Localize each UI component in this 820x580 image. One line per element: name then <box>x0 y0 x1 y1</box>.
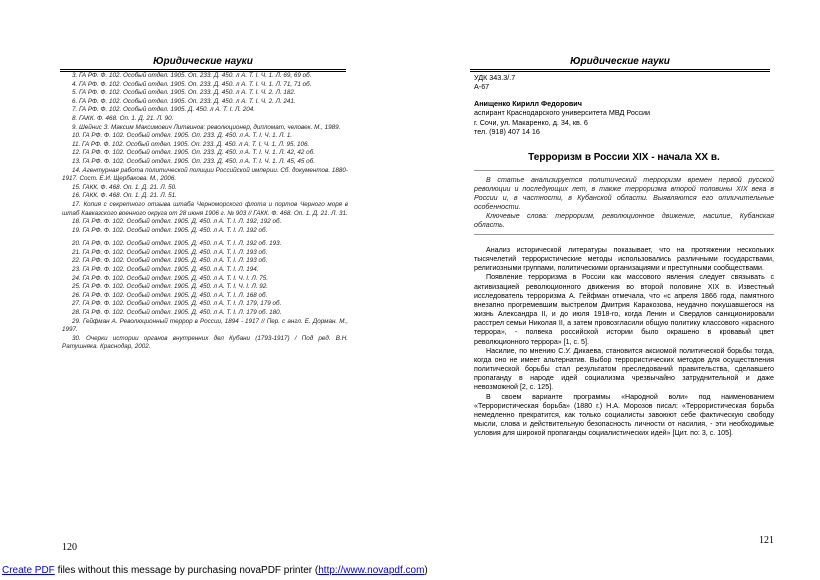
abstract-text: В статье анализируется политический терроризм времен первой русской революции и последующих лет, в также терроризма второй половины XIX века в России и, в частности, в Кубанской области. Выявляются его отличительные особенности. <box>474 176 774 211</box>
endnote-item: 8. ГАКК. Ф. 468. Оп. 1. Д. 21. Л. 90. <box>72 114 174 122</box>
pdf-footer-banner <box>0 562 820 580</box>
endnote-item: 3. ГА РФ. Ф. 102. Особый отдел. 1905. Оп. 233. Д. 450. л А. Т. I. Ч. 1. Л. 69, 69 об. <box>72 72 312 79</box>
endnote-item: 23. ГА РФ. Ф. 102. Особый отдел. 1905. Д. 450. л А. Т. I. Л. 194. <box>72 266 259 274</box>
create-pdf-link[interactable]: Create PDF <box>2 565 55 576</box>
endnote-item: 10. ГА РФ. Ф. 102. Особый отдел. 1905. Оп. 233. Д. 450. л А. Т. I. Ч. 1. Л. 1. <box>72 132 293 140</box>
endnote-item: 9. Шейнис З. Максим Максимович Литвинов: революционер, дипломат, человек. М., 1989. <box>72 123 341 131</box>
body-paragraph: Появление терроризма в России как массового явления следует связывать с активизацией революционного движения во второй половине XIX в. Известный исследователь терроризма А. Гейфман отмечала, что «с апреля 1866 года, памятного внезапно прогремевшим выстрелом Дмитрия Каракозова, неудачно покушавшегося на жизнь Александра II, и до июля 1918-го, когда Ленин и Свердлов санкционировали расстрел семьи Николая II, а затем провозгласили общую политику классового «красного террора», - полвека российской истории было окрашено в кровавый цвет революционного террора» [1, с. 5]. <box>474 273 774 346</box>
author-phone: тел. (918) 407 14 16 <box>474 126 540 136</box>
endnote-item: 24. ГА РФ. Ф. 102. Особый отдел. 1905. Д. 450. л А. Т. I. Ч. I. Л. 75. <box>72 274 269 282</box>
endnote-item: 4. ГА РФ. Ф. 102. Особый отдел. 1905. Оп. 233. Д. 450. л А. Т. I. Ч. 1. Л. 71, 71 об. <box>72 80 312 88</box>
author-name: Анищенко Кирилл Федорович <box>474 99 582 108</box>
endnote-item: 17. Копия с секретного отзыва штаба Черноморского флота и портов Черного моря в штаб Кавказского военного округа от 28 июня 1906 г. № 903 // ГАКК. Ф. 468. Оп. 1. Д. 21. Л. 31. <box>62 200 348 217</box>
keywords-text: Ключевые слова: терроризм, революционное движение, насилие, Кубанская область. <box>474 212 774 229</box>
footer-close-paren: ) <box>424 565 428 576</box>
endnote-item: 30. Очерки истории органов внутренних дел Кубани (1793-1917) / Под ред. В.Н. Ратушняка. Краснодар, 2002. <box>62 334 348 351</box>
endnote-item: 26. ГА РФ. Ф. 102. Особый отдел. 1905. Д. 450. л А. Т. I. Л. 168 об. <box>72 291 268 299</box>
header-double-rule <box>470 71 770 72</box>
endnote-item: 11. ГА РФ. Ф. 102. Особый отдел. 1905. Оп. 233. Д. 450. л А. Т. I. Ч. 1. Л. 95, 106. <box>72 140 310 148</box>
author-address: г. Сочи, ул. Макаренко, д. 34, кв. 6 <box>474 117 588 127</box>
page-number-left: 120 <box>62 542 77 553</box>
endnote-item: 19. ГА РФ. Ф. 102. Особый отдел. 1905. Д. 450. л А. Т. I. Л. 192 об. <box>72 226 268 234</box>
endnote-item: 18. ГА РФ. Ф. 102. Особый отдел. 1905. Д. 450. л А. Т. I. Л. 192, 192 об. <box>72 218 282 226</box>
article-abstract <box>474 170 774 235</box>
endnote-item: 27. ГА РФ. Ф. 102. Особый отдел. 1905. Д. 450. л А. Т. I. Л. 179, 179 об. <box>72 300 282 308</box>
page-number-right: 121 <box>759 535 774 546</box>
right-header-text: Юридические науки <box>570 56 670 67</box>
author-position: аспирант Краснодарского университета МВД России <box>474 108 651 118</box>
udc-code: УДК 343.3/.7 <box>474 73 516 82</box>
left-header-text: Юридические науки <box>153 56 253 67</box>
footer-message: files without this message by purchasing novaPDF printer ( <box>54 565 319 576</box>
endnote-item: 7. ГА РФ. Ф. 102. Особый отдел. 1905. Д. 450. л А. Т. I. Л. 204. <box>72 106 256 114</box>
classifier-code: А-67 <box>474 82 490 92</box>
left-page-header <box>60 56 346 70</box>
endnote-item: 5. ГА РФ. Ф. 102. Особый отдел. 1905. Оп. 233. Д. 450. л А. Т. I. Ч. 2. Л. 182. <box>72 89 296 97</box>
endnotes-list <box>62 72 348 352</box>
article-title: Терроризм в России XIX - начала XX в. <box>528 152 720 163</box>
right-page <box>410 0 820 580</box>
endnote-item: 29. Гейфман А. Революционный террор в России, 1894 - 1917 // Пер. с англ. Е. Дорман. М., 1997. <box>62 317 348 334</box>
endnote-item: 13. ГА РФ. Ф. 102. Особый отдел. 1905. Оп. 233. Д. 450. л А. Т. I. Ч. 1. Л. 45, 45 об. <box>72 157 315 165</box>
endnote-item: 12. ГА РФ. Ф. 102. Особый отдел. 1905. Оп. 233. Д. 450. л А. Т. I. Ч. 1. Л. 42, 42 об. <box>72 149 315 157</box>
endnote-item: 16. ГАКК. Ф. 468. Оп. 1. Д. 21. Л. 51. <box>72 192 177 200</box>
endnote-item: 21. ГА РФ. Ф. 102. Особый отдел. 1905. Д. 450. л А. Т. I. Л. 193 об. <box>72 248 268 256</box>
right-page-header <box>470 56 770 70</box>
body-paragraph: Насилие, по мнению С.У. Дикаева, становится аксиомой политической борьбы тогда, когда оно не имеет альтернатив. Выбор террористических методов для осуществления политической борьбы стал результатом преследований правительства, сделавшего пропаганду в народе идей социализма чрезвычайно затруднительной и даже невозможной [2, с. 125]. <box>474 346 774 392</box>
article-meta <box>474 73 774 91</box>
author-block <box>474 99 774 136</box>
endnote-item: 6. ГА РФ. Ф. 102. Особый отдел. 1905. Оп. 233. Д. 450. л А. Т. I. Ч. 2. Л. 241. <box>72 97 296 105</box>
body-paragraph: Анализ исторической литературы показывает, что на протяжении нескольких тысячелетий террористические методы использовались различными государствами, религиозными группами, политическими организациями и преступными сообществами. <box>474 246 774 273</box>
article-body <box>474 246 774 438</box>
endnote-item: 14. Агентурная работа политической полиции Российской империи. Сб. документов. 1880-1917. Сост. Е.И. Щербакова. М., 2006. <box>62 166 348 183</box>
body-paragraph: В своем варианте программы «Народной воли» под наименованием «Террористическая борьба» (1880 г.) Н.А. Морозов писал: «Террористическая борьба немедленно прекратится, как только социалисты завоюют себе фактическую свободу мысли, слова и действительную безопасность личности от насилия, - эти необходимые условия для широкой пропаганды социалистических идей» [Цит. по: 3, с. 105]. <box>474 392 774 438</box>
endnote-item: 25. ГА РФ. Ф. 102. Особый отдел. 1905. Д. 450. л А. Т. I. Ч. I. Л. 92. <box>72 283 269 291</box>
endnote-item: 28. ГА РФ. Ф. 102. Особый отдел. 1905. Д. 450. л А. Т. I. Л. 179 об. 180. <box>72 309 282 317</box>
endnote-item: 15. ГАКК. Ф. 468. Оп. 1. Д. 21. Л. 50. <box>72 183 177 191</box>
endnote-item: 22. ГА РФ. Ф. 102. Особый отдел. 1905. Д. 450. л А. Т. I. Л. 193 об. <box>72 257 268 265</box>
endnote-item: 20. ГА РФ. Ф. 102. Особый отдел. 1905. Д. 450. л А. Т. I. Л. 192 об. 193. <box>72 240 282 248</box>
novapdf-url-link[interactable]: http://www.novapdf.com <box>318 565 425 576</box>
